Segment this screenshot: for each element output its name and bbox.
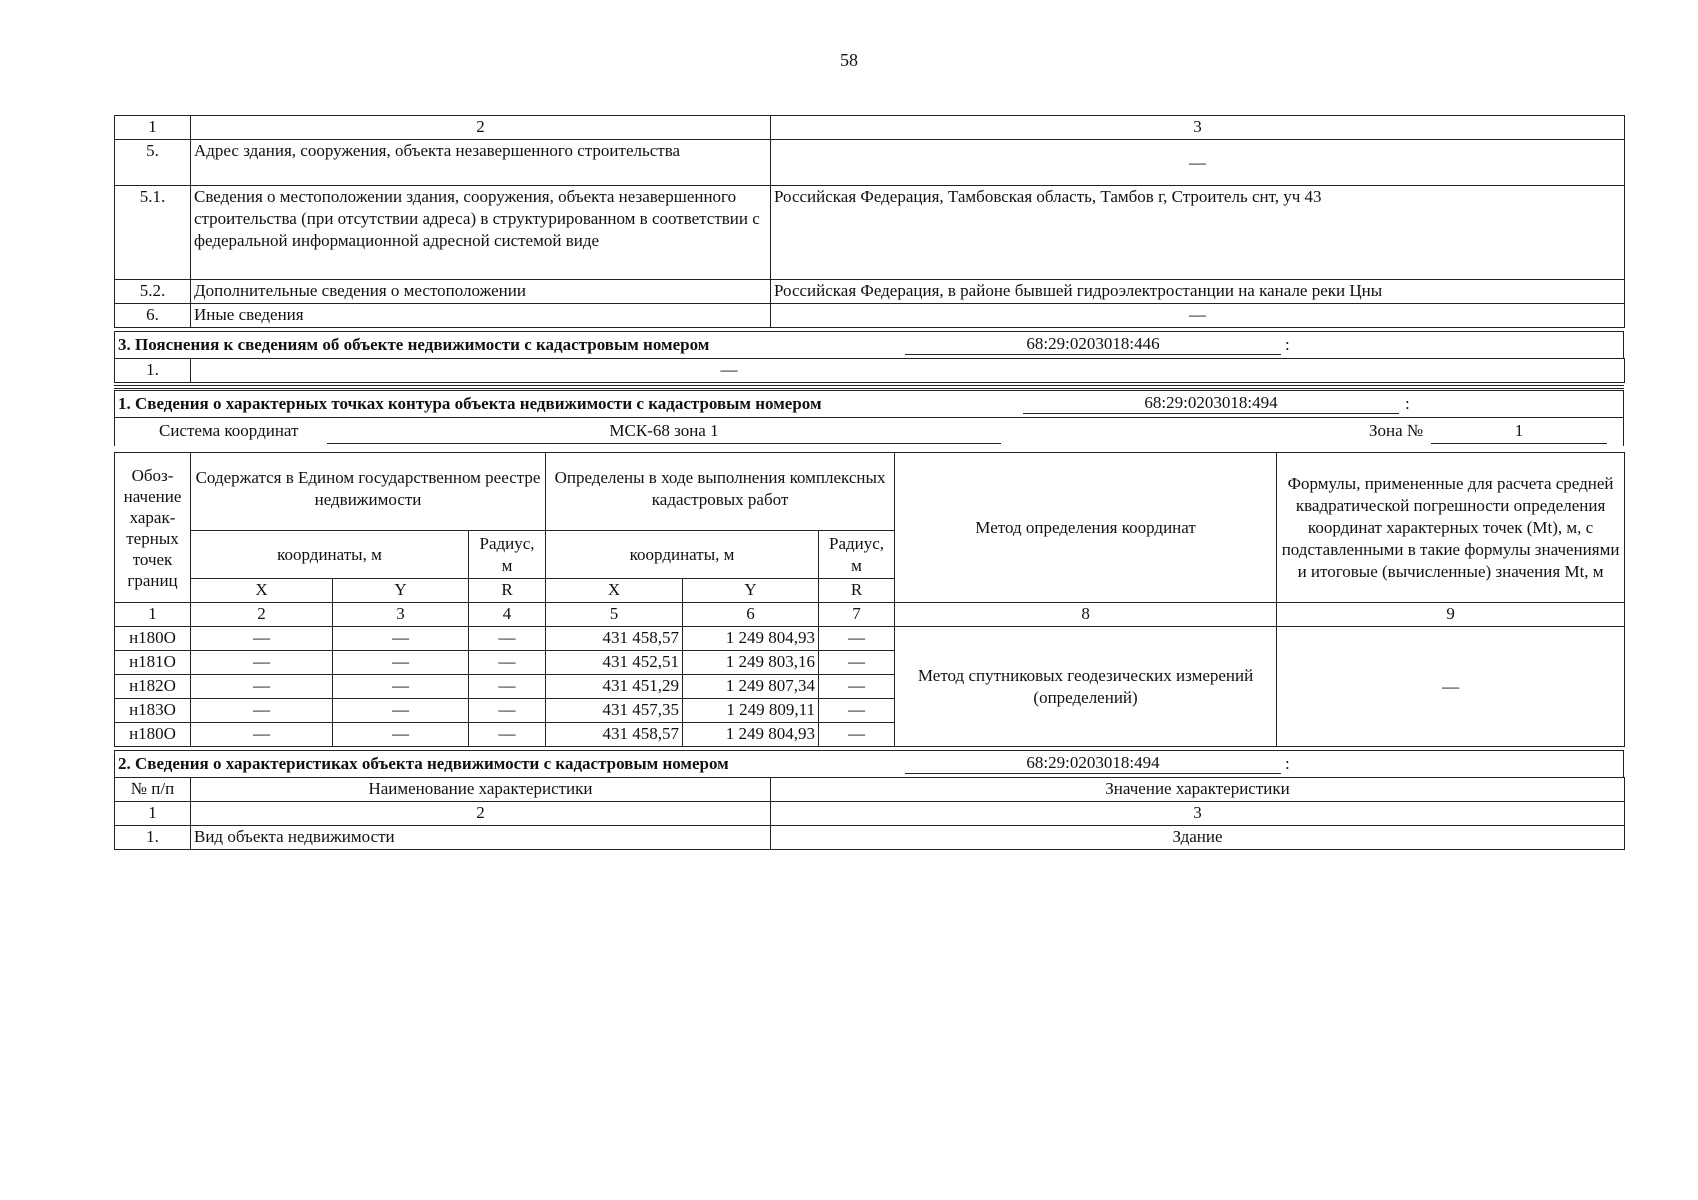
- row-number: 5.: [115, 140, 191, 186]
- col-value-header: Значение характеристики: [771, 778, 1625, 802]
- points-table: [114, 452, 1625, 747]
- point-y: 1 249 809,11: [683, 699, 819, 723]
- point-name: н183О: [115, 699, 191, 723]
- point-x-egrn: —: [191, 723, 333, 747]
- section3-table: [114, 358, 1625, 383]
- radius-header: Радиус, м: [469, 531, 546, 579]
- row-name: Дополнительные сведения о местоположении: [191, 280, 771, 304]
- table-row: [115, 186, 1625, 280]
- point-y-egrn: —: [333, 651, 469, 675]
- point-y: 1 249 804,93: [683, 723, 819, 747]
- col-name-header: Наименование характеристики: [191, 778, 771, 802]
- row-number: 1.: [115, 826, 191, 850]
- row-value: —: [191, 359, 1625, 383]
- table-row: [115, 304, 1625, 328]
- section2-header: [114, 750, 1624, 778]
- row-number: 5.2.: [115, 280, 191, 304]
- row-name: Сведения о местоположении здания, сооружения, объекта незавершенного строительства (при отсутствии адреса) в структурированном в соответствии с федеральной информационной адресной системой виде: [191, 186, 771, 280]
- coord-system-value: МСК-68 зона 1: [327, 421, 1001, 444]
- point-r-egrn: —: [469, 627, 546, 651]
- section3-header: [114, 331, 1624, 359]
- section2-colon: :: [1285, 754, 1290, 773]
- address-table: [114, 115, 1625, 328]
- point-y-egrn: —: [333, 675, 469, 699]
- point-name: н182О: [115, 675, 191, 699]
- table-row: [115, 280, 1625, 304]
- designation-header: Обоз-начение харак-терных точек границ: [115, 453, 191, 603]
- col-num-4: 4: [469, 603, 546, 627]
- method-header: Метод определения координат: [895, 453, 1277, 603]
- point-r: —: [819, 627, 895, 651]
- col-num-2: 2: [191, 116, 771, 140]
- point-r-egrn: —: [469, 675, 546, 699]
- formula-value: —: [1277, 627, 1625, 747]
- point-y: 1 249 803,16: [683, 651, 819, 675]
- section1-header: [114, 390, 1624, 418]
- col-num-1: 1: [115, 802, 191, 826]
- row-value: Здание: [771, 826, 1625, 850]
- point-x-egrn: —: [191, 675, 333, 699]
- r-header: R: [819, 579, 895, 603]
- point-x-egrn: —: [191, 627, 333, 651]
- column-number-row: [115, 116, 1625, 140]
- points-header-row: [115, 453, 1625, 531]
- point-x: 431 458,57: [546, 723, 683, 747]
- point-name: н181О: [115, 651, 191, 675]
- row-value: —: [771, 304, 1625, 328]
- row-name: Иные сведения: [191, 304, 771, 328]
- column-number-row: [115, 802, 1625, 826]
- point-y: 1 249 804,93: [683, 627, 819, 651]
- table-row: [115, 140, 1625, 186]
- point-row: [115, 627, 1625, 651]
- point-r-egrn: —: [469, 723, 546, 747]
- point-r-egrn: —: [469, 699, 546, 723]
- formula-header: Формулы, примененные для расчета средней квадратической погрешности определения координат характерных точек (Mt), м, с подставленными в такие формулы значениями и итоговые (вычисленные) значения Mt, м: [1277, 453, 1625, 603]
- col-num-2: 2: [191, 802, 771, 826]
- coordinate-system-line: [114, 418, 1624, 446]
- section-divider: [114, 385, 1624, 389]
- point-y-egrn: —: [333, 723, 469, 747]
- y-header: Y: [333, 579, 469, 603]
- col-num-8: 8: [895, 603, 1277, 627]
- column-number-row: [115, 603, 1625, 627]
- point-x: 431 451,29: [546, 675, 683, 699]
- col-num-6: 6: [683, 603, 819, 627]
- row-value: —: [771, 140, 1625, 186]
- x-header: X: [546, 579, 683, 603]
- point-r-egrn: —: [469, 651, 546, 675]
- table-row: [115, 359, 1625, 383]
- point-y-egrn: —: [333, 699, 469, 723]
- point-x: 431 452,51: [546, 651, 683, 675]
- row-name: Вид объекта недвижимости: [191, 826, 771, 850]
- section2-cadastral-number: 68:29:0203018:494: [905, 753, 1281, 774]
- col-num-2: 2: [191, 603, 333, 627]
- r-header: R: [469, 579, 546, 603]
- coords-header: координаты, м: [191, 531, 469, 579]
- col-num-1: 1: [115, 603, 191, 627]
- method-value: Метод спутниковых геодезических измерений (определений): [895, 627, 1277, 747]
- section1-colon: :: [1405, 394, 1410, 413]
- col-number-header: № п/п: [115, 778, 191, 802]
- point-y-egrn: —: [333, 627, 469, 651]
- egrn-header: Содержатся в Едином государственном реестре недвижимости: [191, 453, 546, 531]
- row-number: 1.: [115, 359, 191, 383]
- point-x: 431 457,35: [546, 699, 683, 723]
- row-number: 6.: [115, 304, 191, 328]
- point-x-egrn: —: [191, 699, 333, 723]
- col-num-3: 3: [333, 603, 469, 627]
- col-num-3: 3: [771, 116, 1625, 140]
- coords-header: координаты, м: [546, 531, 819, 579]
- point-name: н180О: [115, 627, 191, 651]
- col-num-5: 5: [546, 603, 683, 627]
- point-r: —: [819, 699, 895, 723]
- section3-colon: :: [1285, 335, 1290, 354]
- section3-title: 3. Пояснения к сведениям об объекте недвижимости с кадастровым номером: [118, 335, 710, 354]
- point-r: —: [819, 675, 895, 699]
- y-header: Y: [683, 579, 819, 603]
- x-header: X: [191, 579, 333, 603]
- row-name: Адрес здания, сооружения, объекта незавершенного строительства: [191, 140, 771, 186]
- row-number: 5.1.: [115, 186, 191, 280]
- coord-system-label: Система координат: [159, 421, 299, 440]
- point-r: —: [819, 651, 895, 675]
- characteristics-header-row: [115, 778, 1625, 802]
- section1-cadastral-number: 68:29:0203018:494: [1023, 393, 1399, 414]
- zone-label: Зона №: [1369, 421, 1424, 440]
- point-x-egrn: —: [191, 651, 333, 675]
- characteristics-table: [114, 777, 1625, 850]
- col-num-3: 3: [771, 802, 1625, 826]
- point-r: —: [819, 723, 895, 747]
- table-row: [115, 826, 1625, 850]
- col-num-1: 1: [115, 116, 191, 140]
- point-name: н180О: [115, 723, 191, 747]
- section2-title: 2. Сведения о характеристиках объекта недвижимости с кадастровым номером: [118, 754, 729, 773]
- section3-cadastral-number: 68:29:0203018:446: [905, 334, 1281, 355]
- zone-value: 1: [1431, 421, 1607, 444]
- page-number: 58: [840, 50, 858, 70]
- radius-header: Радиус, м: [819, 531, 895, 579]
- col-num-7: 7: [819, 603, 895, 627]
- point-x: 431 458,57: [546, 627, 683, 651]
- row-value: Российская Федерация, Тамбовская область, Тамбов г, Строитель снт, уч 43: [771, 186, 1625, 280]
- point-y: 1 249 807,34: [683, 675, 819, 699]
- section1-title: 1. Сведения о характерных точках контура объекта недвижимости с кадастровым номером: [118, 394, 822, 413]
- row-value: Российская Федерация, в районе бывшей гидроэлектростанции на канале реки Цны: [771, 280, 1625, 304]
- col-num-9: 9: [1277, 603, 1625, 627]
- complex-works-header: Определены в ходе выполнения комплексных кадастровых работ: [546, 453, 895, 531]
